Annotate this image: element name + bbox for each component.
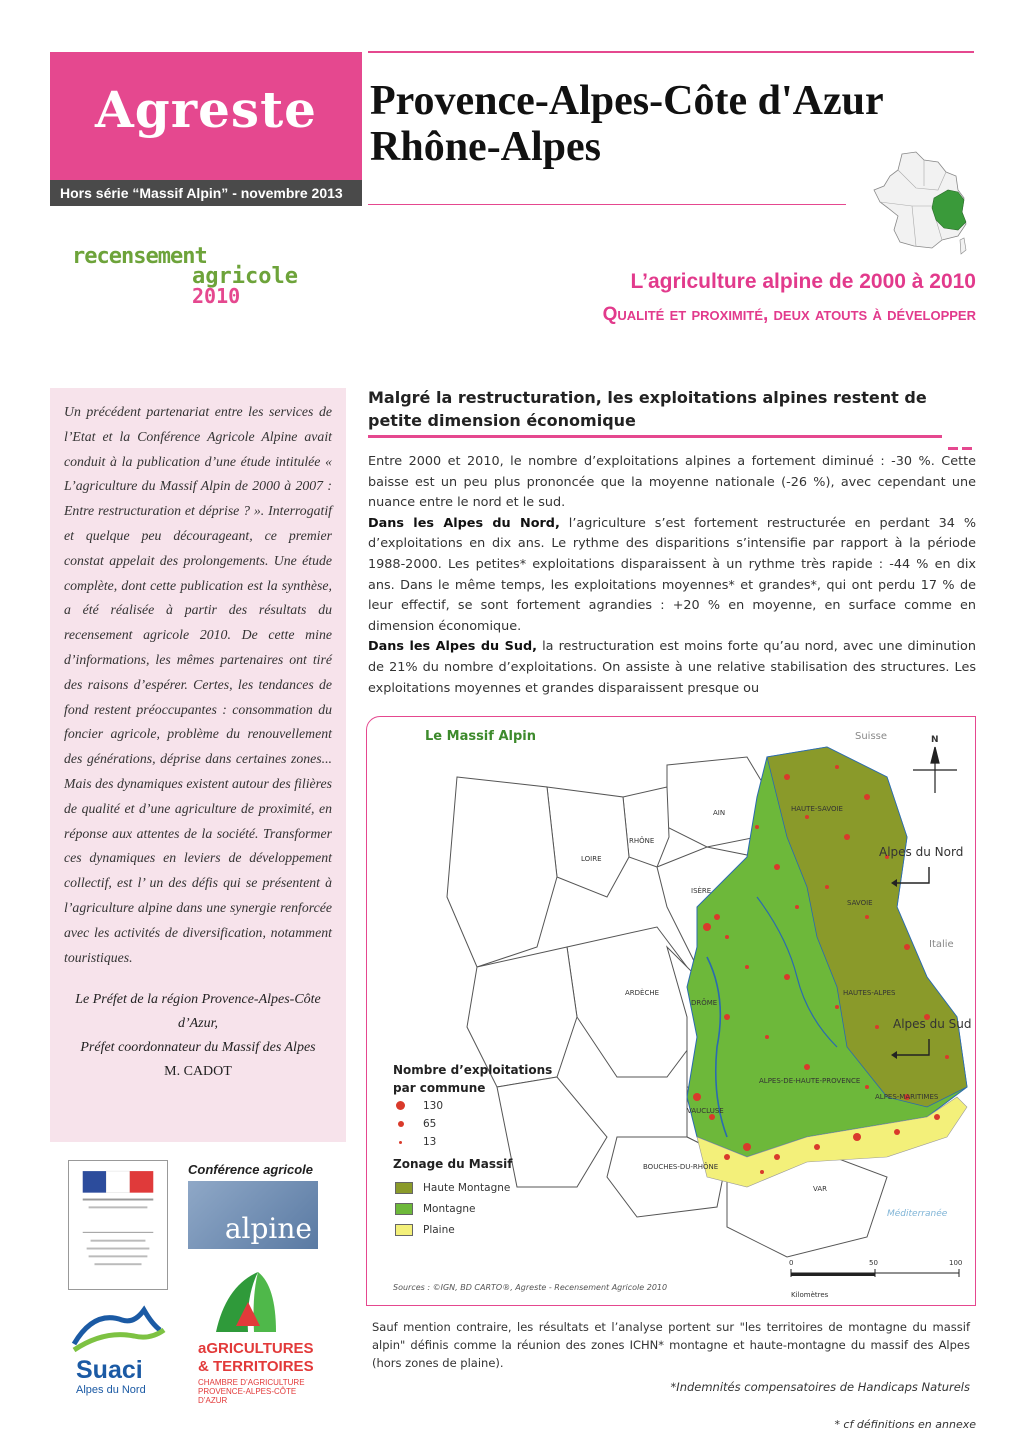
section-heading: Malgré la restructuration, les exploitations alpines restent de petite dimension économique xyxy=(368,388,927,430)
map-caption: Sauf mention contraire, les résultats et l’analyse portent sur "les territoires de montagne du massif alpin" définis comme la réunion des zones ICHN* montagne et haute-montagne du massif des Alpes (hors zones de plaine). xyxy=(372,1320,970,1370)
dept-label-hautes-alpes: HAUTES-ALPES xyxy=(843,989,896,997)
legend-size-label: 130 xyxy=(423,1100,444,1112)
suaci-logo-word: Suaci xyxy=(76,1356,143,1384)
legend-size-label: 13 xyxy=(423,1136,437,1148)
cap-logo-box xyxy=(188,1181,318,1249)
editorial-text: Un précédent partenariat entre les services de l’Etat et la Conférence Agricole Alpine avait conduit à la publication d’une étude intitulée « L’agriculture du Massif Alpin de 2000 à 2007 : Entre restructuration et déprise ? ». Interrogatif et quelque peu décourageant, ce premier constat appelait des prolongements. Une étude complète, dont cette publication est la synthèse, a été réalisée à partir des résultats du recensement agricole 2010. De cette mine d’informations, les mêmes partenaires ont tiré des raisons d’espérer. Certes, les tendances de fond restent préoccupantes : consommation du foncier agricole, problème du renouvellement des générations, déprise dans certaines zones... Mais des dynamiques existent autour des filières de qualité et d’une agriculture de proximité, en réponse aux attentes de la société. Transformer ces dynamiques en leviers de développement collectif, est l’ un des défis qui se présentent à l’agriculture alpine dans une synergie renforcée avec les activités de diversification, notamment touristiques. xyxy=(64,404,332,965)
legend-zonage-title: Zonage du Massif xyxy=(393,1157,513,1171)
dept-label-vaucluse: VAUCLUSE xyxy=(687,1107,724,1115)
paragraph-1: Entre 2000 et 2010, le nombre d’exploitations alpines a fortement diminué : -30 %. Cette baisse est un peu plus prononcée que la moyenne nationale (-26 %), avec cependant une nuance entre le nord et le sud. xyxy=(368,454,976,511)
agricultures-territoires-logo xyxy=(196,1266,326,1404)
legend-zone-label: Haute Montagne xyxy=(423,1182,511,1194)
region-title-line1: Provence-Alpes-Côte d'Azur xyxy=(370,78,884,124)
scale-tick-50: 50 xyxy=(869,1259,878,1267)
paragraph-2 xyxy=(368,514,976,638)
legend-zone-row xyxy=(393,1179,593,1200)
compass-north-label: N xyxy=(931,735,939,745)
legend-size-row xyxy=(393,1115,593,1133)
rga-logo-line2: agricole xyxy=(192,264,298,289)
conference-agricole-alpine-logo xyxy=(188,1162,322,1254)
dept-ain-shape xyxy=(667,757,765,847)
dept-label-ardeche: ARDÈCHE xyxy=(625,989,660,997)
map-legend xyxy=(393,1061,593,1242)
ministry-logo-icon xyxy=(68,1160,168,1290)
dept-label-alpes-maritimes: ALPES-MARITIMES xyxy=(875,1093,939,1101)
legend-size-row xyxy=(393,1133,593,1151)
scale-unit: Kilomètres xyxy=(791,1291,829,1299)
header-rule xyxy=(368,51,974,53)
brand-name: Agreste xyxy=(95,80,317,139)
legend-title-line2: par commune xyxy=(393,1081,486,1095)
label-mediterranee: Méditerranée xyxy=(887,1209,948,1219)
france-map-icon xyxy=(872,150,970,256)
legend-title-line1: Nombre d’exploitations xyxy=(393,1063,553,1077)
paragraph-3-text: la restructuration est moins forte qu’au nord, avec une diminution de 21% du nombre d’exploitations. On assiste à une relative stabilisation des structures. Les exploitations moyennes et grandes disparaissent presque ou xyxy=(368,639,976,696)
issue-label: Hors série “Massif Alpin” - novembre 2013 xyxy=(50,180,362,206)
dept-label-loire: LOIRE xyxy=(581,855,602,863)
editorial-signature xyxy=(64,988,332,1084)
dept-label-drome: DRÔME xyxy=(691,999,718,1007)
massif-alpin-map xyxy=(366,716,976,1306)
rga-logo-line1: recensement xyxy=(72,244,207,269)
scale-tick-100: 100 xyxy=(949,1259,963,1267)
legend-swatch xyxy=(395,1224,413,1236)
dept-label-var: VAR xyxy=(813,1185,827,1193)
region-title-line2: Rhône-Alpes xyxy=(370,124,602,170)
suaci-logo-sub: Alpes du Nord xyxy=(76,1384,146,1396)
dept-label-ain: AIN xyxy=(713,809,726,817)
legend-zone-label: Montagne xyxy=(423,1203,476,1215)
paragraph-2-text: l’agriculture s’est fortement restructurée en perdant 34 % d’exploitations en dix ans. Le rythme des disparitions s’intensifie par rapport à la période 1988-2000. Les petites* exploitations disparaissent à un rythme très rapide : -44 % en dix ans. Dans le même temps, les exploitations moyennes* et grandes*, qui ont perdu 17 % de leur effectif, se sont fortement agrandies : +20 % en moyenne, en surface comme en dimension économique. xyxy=(368,515,976,634)
suaci-mountain-icon xyxy=(64,1300,174,1356)
signature-line2: Préfet coordonnateur du Massif des Alpes xyxy=(80,1040,316,1056)
legend-size-label: 65 xyxy=(423,1118,437,1130)
label-alpes-sud: Alpes du Sud xyxy=(893,1017,972,1031)
paragraph-2-lead: Dans les Alpes du Nord, xyxy=(368,515,560,531)
legend-dot-medium xyxy=(398,1121,404,1127)
paragraph-3-lead: Dans les Alpes du Sud, xyxy=(368,639,537,655)
legend-swatch xyxy=(395,1203,413,1215)
footnote: * cf définitions en annexe xyxy=(834,1418,976,1431)
dept-label-savoie: SAVOIE xyxy=(847,899,873,907)
signature-line1: Le Préfet de la région Provence-Alpes-Côte d’Azur, xyxy=(75,992,321,1032)
body-text xyxy=(368,452,976,698)
subtitle: L’agriculture alpine de 2000 à 2010 xyxy=(630,270,976,293)
dept-loire-shape xyxy=(547,787,629,897)
map-title: Le Massif Alpin xyxy=(425,729,536,744)
section-rule-dots xyxy=(948,435,976,438)
dept-label-bouches-du-rhone: BOUCHES-DU-RHÔNE xyxy=(643,1163,719,1171)
signature-name: M. CADOT xyxy=(164,1064,232,1080)
brand-block xyxy=(50,52,362,180)
dept-label-rhone: RHÔNE xyxy=(629,837,655,845)
legend-zone-label: Plaine xyxy=(423,1224,455,1236)
chambre-agriculture-icon xyxy=(196,1266,326,1338)
recensement-agricole-logo xyxy=(72,244,302,310)
legend-zone-row xyxy=(393,1200,593,1221)
legend-dot-large xyxy=(396,1101,405,1110)
tagline: Qualité et proximité, deux atouts à développer xyxy=(602,304,976,325)
caption-note: *Indemnités compensatoires de Handicaps Naturels xyxy=(670,1380,970,1394)
rga-logo-line3: 2010 xyxy=(192,284,241,308)
cap-logo-title: Conférence agricole xyxy=(188,1162,313,1177)
dept-label-isere: ISÈRE xyxy=(691,887,712,895)
legend-zone-row xyxy=(393,1221,593,1242)
legend-dot-small xyxy=(399,1141,402,1144)
dept-west-shape xyxy=(447,777,557,967)
agri-logo-word3: CHAMBRE D’AGRICULTURE PROVENCE-ALPES-CÔTE D’AZUR xyxy=(198,1378,305,1405)
dept-label-ahp: ALPES-DE-HAUTE-PROVENCE xyxy=(759,1077,861,1085)
map-source: Sources : ©IGN, BD CARTO®, Agreste - Recensement Agricole 2010 xyxy=(393,1283,668,1292)
agri-logo-word2: & TERRITOIRES xyxy=(198,1358,314,1375)
suaci-logo xyxy=(64,1300,174,1400)
dept-rhone-shape xyxy=(623,787,669,867)
agri-logo-word1: aGRICULTURES xyxy=(198,1340,314,1357)
scale-tick-0: 0 xyxy=(789,1259,794,1267)
dept-label-haute-savoie: HAUTE-SAVOIE xyxy=(791,805,843,813)
editorial-box xyxy=(50,388,346,1142)
section-rule xyxy=(368,435,942,438)
paragraph-3 xyxy=(368,637,976,698)
label-italie: Italie xyxy=(929,939,954,950)
label-alpes-nord: Alpes du Nord xyxy=(879,845,964,859)
legend-size-row xyxy=(393,1097,593,1115)
legend-swatch xyxy=(395,1182,413,1194)
header-rule-bottom xyxy=(368,204,846,205)
label-suisse: Suisse xyxy=(855,731,888,742)
cap-logo-word: alpine xyxy=(224,1212,312,1245)
dept-ardeche-shape xyxy=(567,927,697,1077)
